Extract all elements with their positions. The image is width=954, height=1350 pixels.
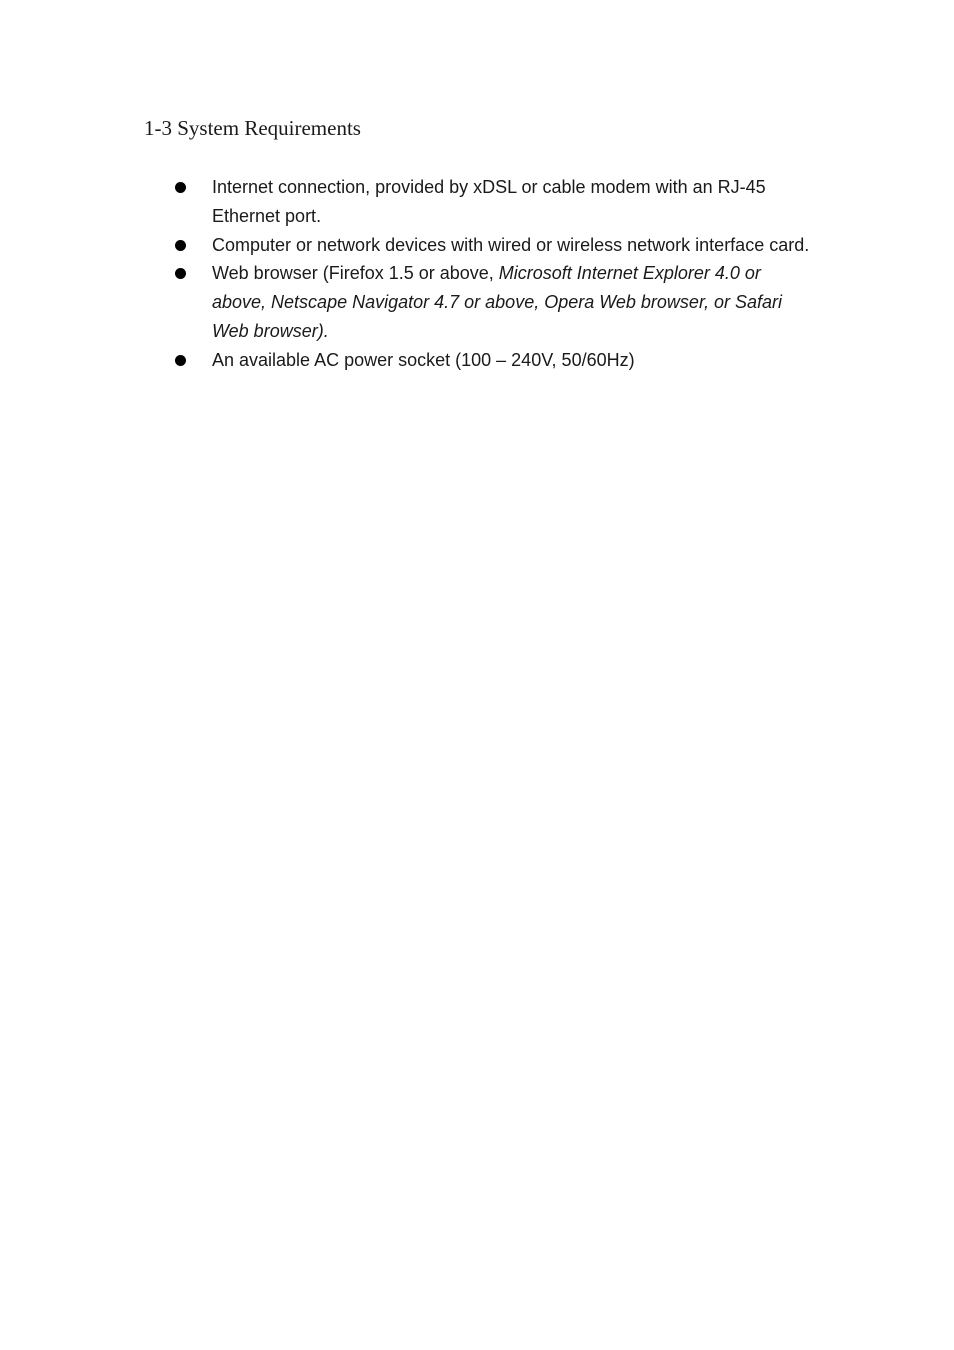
requirement-text: Computer or network devices with wired or wireless network interface card. — [212, 234, 810, 255]
bullet-icon — [175, 182, 186, 193]
requirement-item-internet — [0, 173, 810, 231]
requirement-item-browser — [0, 259, 810, 345]
section-title: 1-3 System Requirements — [144, 116, 361, 140]
requirement-item-power — [0, 346, 810, 375]
bullet-icon — [175, 240, 186, 251]
requirement-item-computer — [0, 231, 810, 260]
requirement-text: Web browser (Firefox 1.5 or above, — [212, 263, 499, 284]
requirement-italic-text: Microsoft Internet Explorer 4.0 or above, Netscape Navigator 4.7 or above, Opera Web browser, or Safari Web browser). — [212, 263, 782, 341]
bullet-icon — [175, 268, 186, 279]
requirement-text: Internet connection, provided by xDSL or cable modem with an RJ-45 Ethernet port. — [212, 177, 766, 226]
bullet-icon — [175, 355, 186, 366]
requirement-text: An available AC power socket (100 – 240V, 50/60Hz) — [212, 349, 635, 370]
requirements-list — [0, 173, 954, 375]
